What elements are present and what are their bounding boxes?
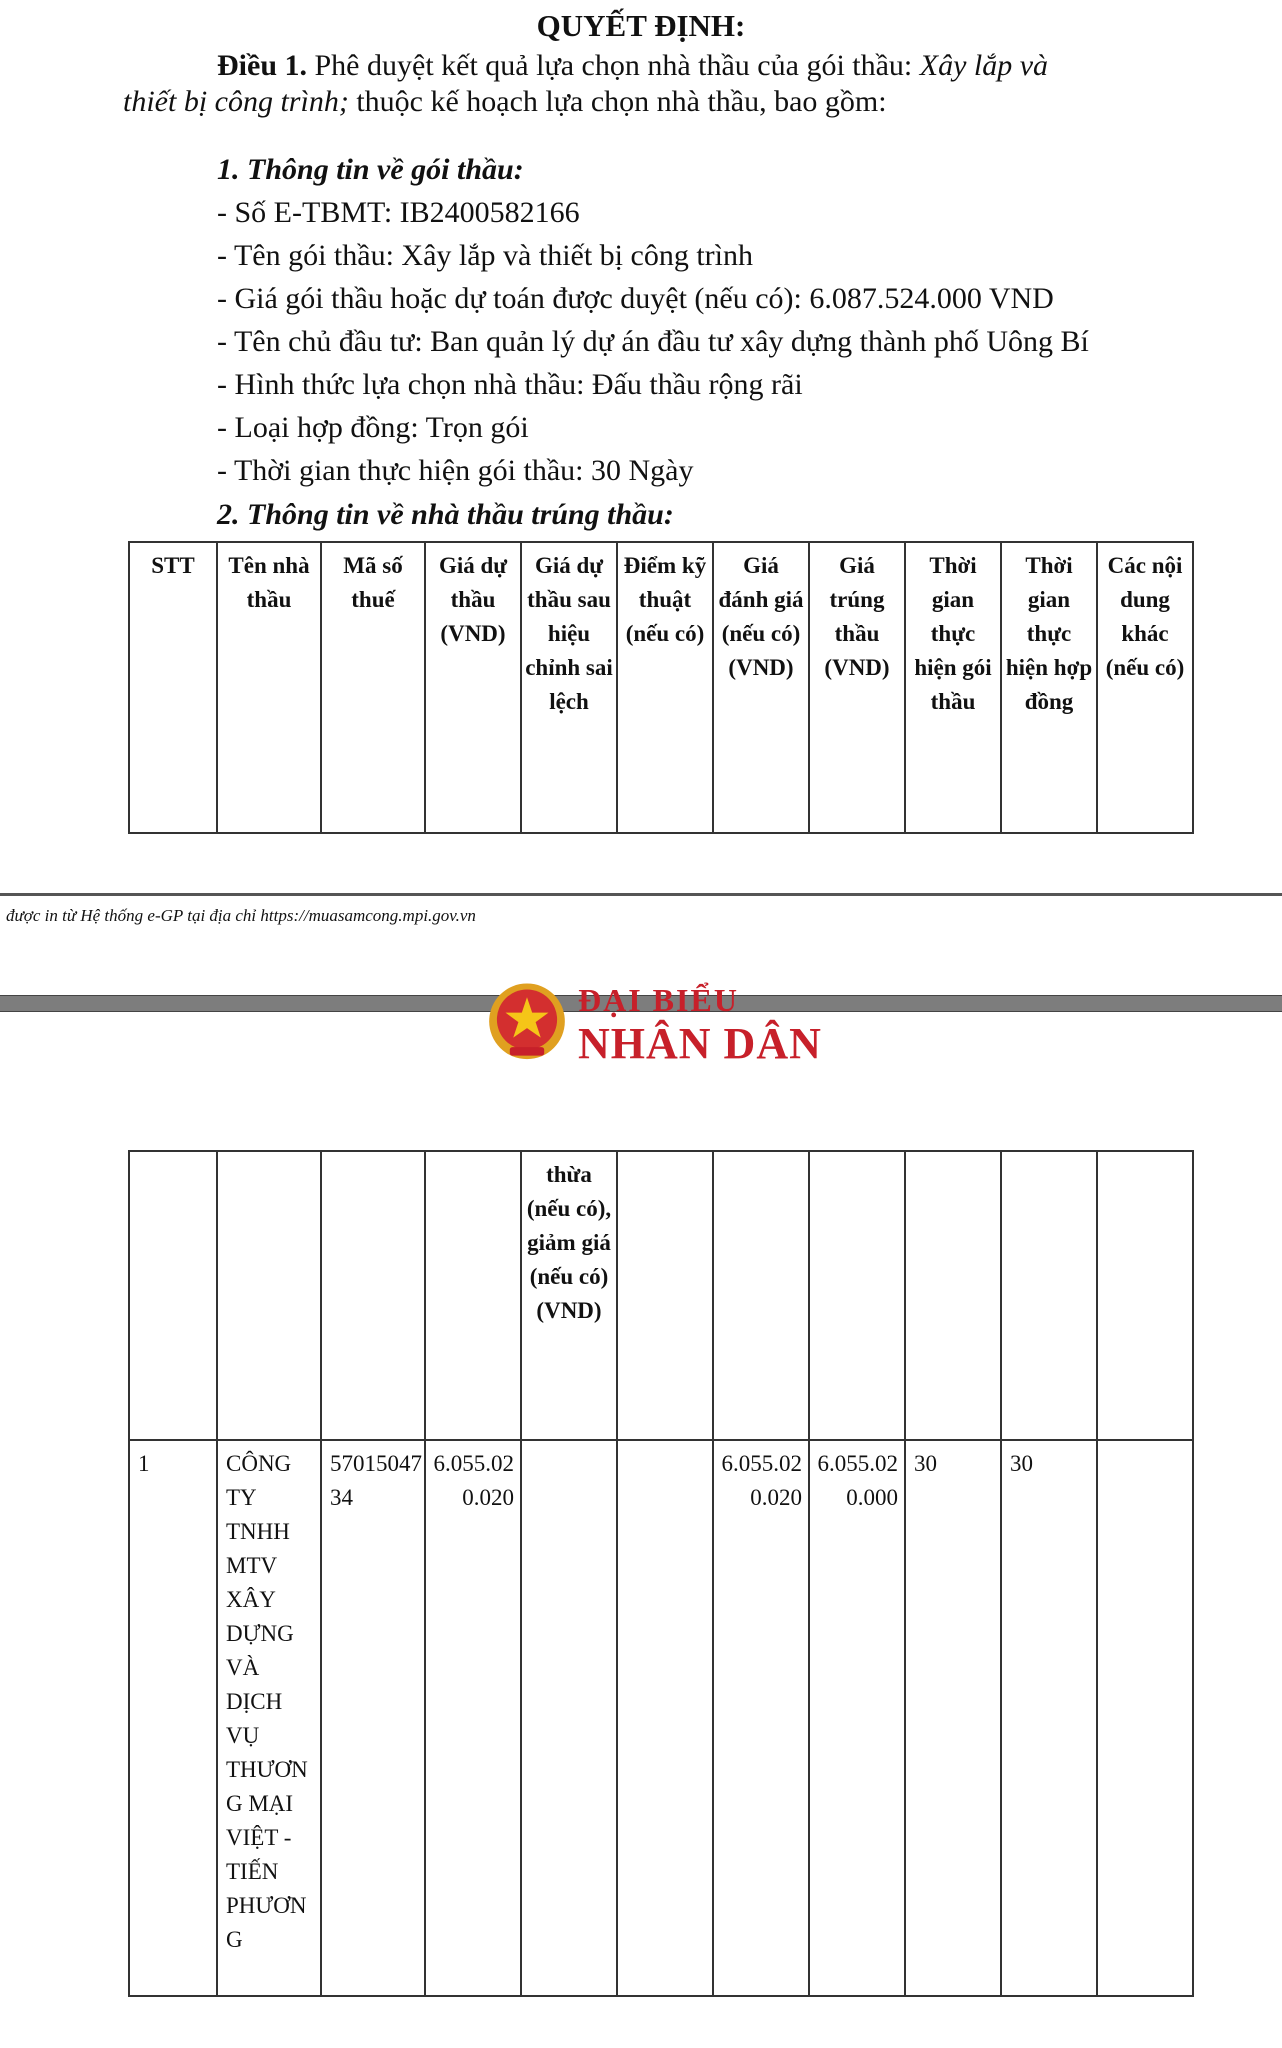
header-cont-cell <box>713 1151 809 1440</box>
header-cont-cell <box>129 1151 217 1440</box>
package-info-item: - Loại hợp đồng: Trọn gói <box>217 411 529 444</box>
cell-evaluated-price: 6.055.020.020 <box>713 1440 809 1996</box>
col-header-stt: STT <box>129 542 217 833</box>
col-header-contractor: Tên nhà thầu <box>217 542 321 833</box>
article-text: Phê duyệt kết quả lựa chọn nhà thầu của gói thầu: <box>307 49 920 82</box>
header-cont-cell <box>425 1151 521 1440</box>
header-cont-cell <box>217 1151 321 1440</box>
col-header-other: Các nội dung khác (nếu có) <box>1097 542 1193 833</box>
package-info-item: - Số E-TBMT: IB2400582166 <box>217 196 580 229</box>
cell-stt: 1 <box>129 1440 217 1996</box>
national-emblem-icon <box>484 980 570 1066</box>
col-header-tax-code: Mã số thuế <box>321 542 425 833</box>
col-header-tech-score: Điểm kỹ thuật (nếu có) <box>617 542 713 833</box>
header-cont-cell <box>905 1151 1001 1440</box>
col-header-adjusted-price-cont: thừa (nếu có), giảm giá (nếu có) (VND) <box>521 1151 617 1440</box>
col-header-evaluated-price: Giá đánh giá (nếu có) (VND) <box>713 542 809 833</box>
package-name-part2: thiết bị công trình; <box>123 85 349 118</box>
winner-table-header <box>128 541 1194 834</box>
cell-other <box>1097 1440 1193 1996</box>
package-info-item: - Thời gian thực hiện gói thầu: 30 Ngày <box>217 454 694 487</box>
section-1-title: 1. Thông tin về gói thầu: <box>217 153 524 186</box>
article-text-2: thuộc kế hoạch lựa chọn nhà thầu, bao gồm: <box>348 85 887 118</box>
print-footer: được in từ Hệ thống e-GP tại địa chỉ https://muasamcong.mpi.gov.vn <box>6 906 476 925</box>
col-header-bid-price: Giá dự thầu (VND) <box>425 542 521 833</box>
cell-bid-price: 6.055.020.020 <box>425 1440 521 1996</box>
col-header-contract-duration: Thời gian thực hiện hợp đồng <box>1001 542 1097 833</box>
package-info-item: - Hình thức lựa chọn nhà thầu: Đấu thầu rộng rãi <box>217 368 803 401</box>
header-cont-cell <box>617 1151 713 1440</box>
col-header-adjusted-price: Giá dự thầu sau hiệu chỉnh sai lệch <box>521 542 617 833</box>
cell-adjusted-price <box>521 1440 617 1996</box>
header-cont-cell <box>321 1151 425 1440</box>
watermark-line-1: ĐẠI BIỂU <box>578 982 739 1018</box>
cell-tax-code: 5701504734 <box>321 1440 425 1996</box>
header-cont-cell <box>1001 1151 1097 1440</box>
table-row <box>129 1440 1193 1996</box>
package-info-item: - Tên chủ đầu tư: Ban quản lý dự án đầu tư xây dựng thành phố Uông Bí <box>217 325 1089 358</box>
cell-tech-score <box>617 1440 713 1996</box>
document-heading: QUYẾT ĐỊNH: <box>536 8 746 43</box>
cell-contract-duration: 30 <box>1001 1440 1097 1996</box>
article-1-line-2 <box>123 84 887 120</box>
header-cont-cell <box>1097 1151 1193 1440</box>
page-divider <box>0 893 1282 896</box>
article-1-line-1 <box>217 48 1048 84</box>
package-info-item: - Giá gói thầu hoặc dự toán được duyệt (nếu có): 6.087.524.000 VND <box>217 282 1054 315</box>
col-header-package-duration: Thời gian thực hiện gói thầu <box>905 542 1001 833</box>
section-2-title: 2. Thông tin về nhà thầu trúng thầu: <box>217 498 674 531</box>
cell-package-duration: 30 <box>905 1440 1001 1996</box>
cell-winning-price: 6.055.020.000 <box>809 1440 905 1996</box>
package-name-part1: Xây lắp và <box>919 49 1049 82</box>
article-label: Điều 1. <box>217 49 307 82</box>
cell-contractor: CÔNG TY TNHH MTV XÂY DỰNG VÀ DỊCH VỤ THƯƠNG MẠI VIỆT - TIẾN PHƯƠNG <box>217 1440 321 1996</box>
watermark-line-2: NHÂN DÂN <box>578 1019 822 1068</box>
winner-table-body <box>128 1150 1194 1997</box>
col-header-winning-price: Giá trúng thầu (VND) <box>809 542 905 833</box>
package-info-item: - Tên gói thầu: Xây lắp và thiết bị công trình <box>217 239 753 272</box>
header-cont-cell <box>809 1151 905 1440</box>
